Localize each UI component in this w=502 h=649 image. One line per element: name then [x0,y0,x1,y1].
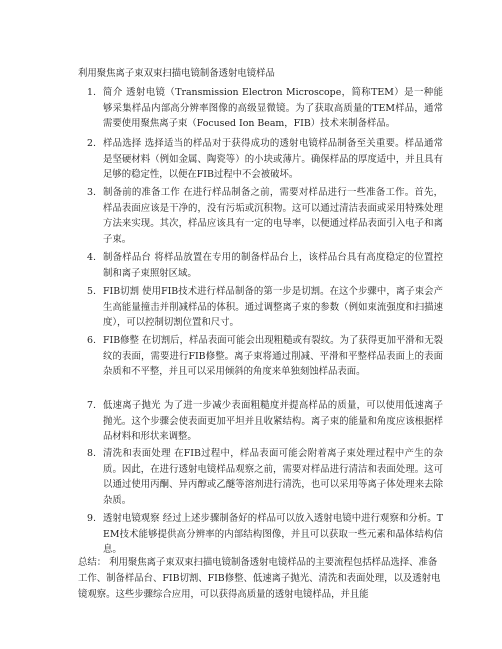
item-number: 2. [87,138,96,149]
item-number: 8. [87,448,96,459]
item-text: 清洗和表面处理 在FIB过程中，样品表面可能会附着离子束处理过程中产生的杂质。因此，在进行透射电镜样品观察之前，需要对样品进行清洁和表面处理。这可以通过使用丙酮、异丙醇或乙醚等溶剂进行清洗，也可以采用等离子体处理来去除杂质。 [103,448,443,506]
item-text: 简介 透射电镜（Transmission Electron Microscope，简称TEM）是一种能够采集样品内部高分辨率图像的高级显微镜。为了获取高质量的TEM样品，通常需要使用聚焦离子束（Focused Ion Beam，FIB）技术来制备样品。 [103,87,443,129]
item-number: 6. [87,335,96,346]
document-title: 利用聚焦离子束双束扫描电镜制备透射电镜样品 [78,68,275,79]
item-text: 制备样品台 将样品放置在专用的制备样品台上，该样品台具有高度稳定的位置控制和离子束照射区域。 [103,252,443,279]
item-number: 7. [87,400,96,411]
item-number: 1. [87,87,96,98]
item-number: 9. [87,513,96,524]
item-text: 低速离子抛光 为了进一步减少表面粗糙度并提高样品的质量，可以使用低速离子抛光。这个步骤会使表面更加平坦并且收紧结构。离子束的能量和角度应该根据样品材料和形状来调整。 [103,400,443,442]
item-number: 5. [87,286,96,297]
item-text: 透射电镜观察 经过上述步骤制备好的样品可以放入透射电镜中进行观察和分析。TEM技术能够提供高分辨率的内部结构图像，并且可以获取一些元素和晶体结构信息。 [103,513,443,555]
summary-paragraph: 总结： 利用聚焦离子束双束扫描电镜制备透射电镜样品的主要流程包括样品选择、准备工作、制备样品台、FIB切割、FIB修整、低速离子抛光、清洗和表面处理，以及透射电镜观察。这些步骤综合应用，可以获得高质量的透射电镜样品，并且能 [78,557,441,600]
item-text: 样品选择 选择适当的样品对于获得成功的透射电镜样品制备至关重要。样品通常是坚硬材料（例如金属、陶瓷等）的小块或薄片。确保样品的厚度适中，并且具有足够的稳定性，以便在FIB过程中不会被破坏。 [103,138,443,180]
item-text: 制备前的准备工作 在进行样品制备之前，需要对样品进行一些准备工作。首先，样品表面应该是干净的，没有污垢或沉积物。这可以通过清洁表面或采用特殊处理方法来实现。其次，样品应该具有一定的电导率，以便通过样品表面引入电子和离子束。 [103,187,443,245]
item-number: 3. [87,187,96,198]
item-number: 4. [87,252,96,263]
item-text: FIB切割 使用FIB技术进行样品制备的第一步是切割。在这个步骤中，离子束会产生高能量撞击并削减样品的体积。通过调整离子束的参数（例如束流强度和扫描速度），可以控制切割位置和尺寸。 [103,286,443,328]
item-text: FIB修整 在切割后，样品表面可能会出现粗糙或有裂纹。为了获得更加平滑和无裂纹的表面，需要进行FIB修整。离子束将通过削减、平滑和平整样品表面上的表面杂质和不平整，并且可以采用倾斜的角度来单独刻蚀样品表面。 [103,335,443,377]
